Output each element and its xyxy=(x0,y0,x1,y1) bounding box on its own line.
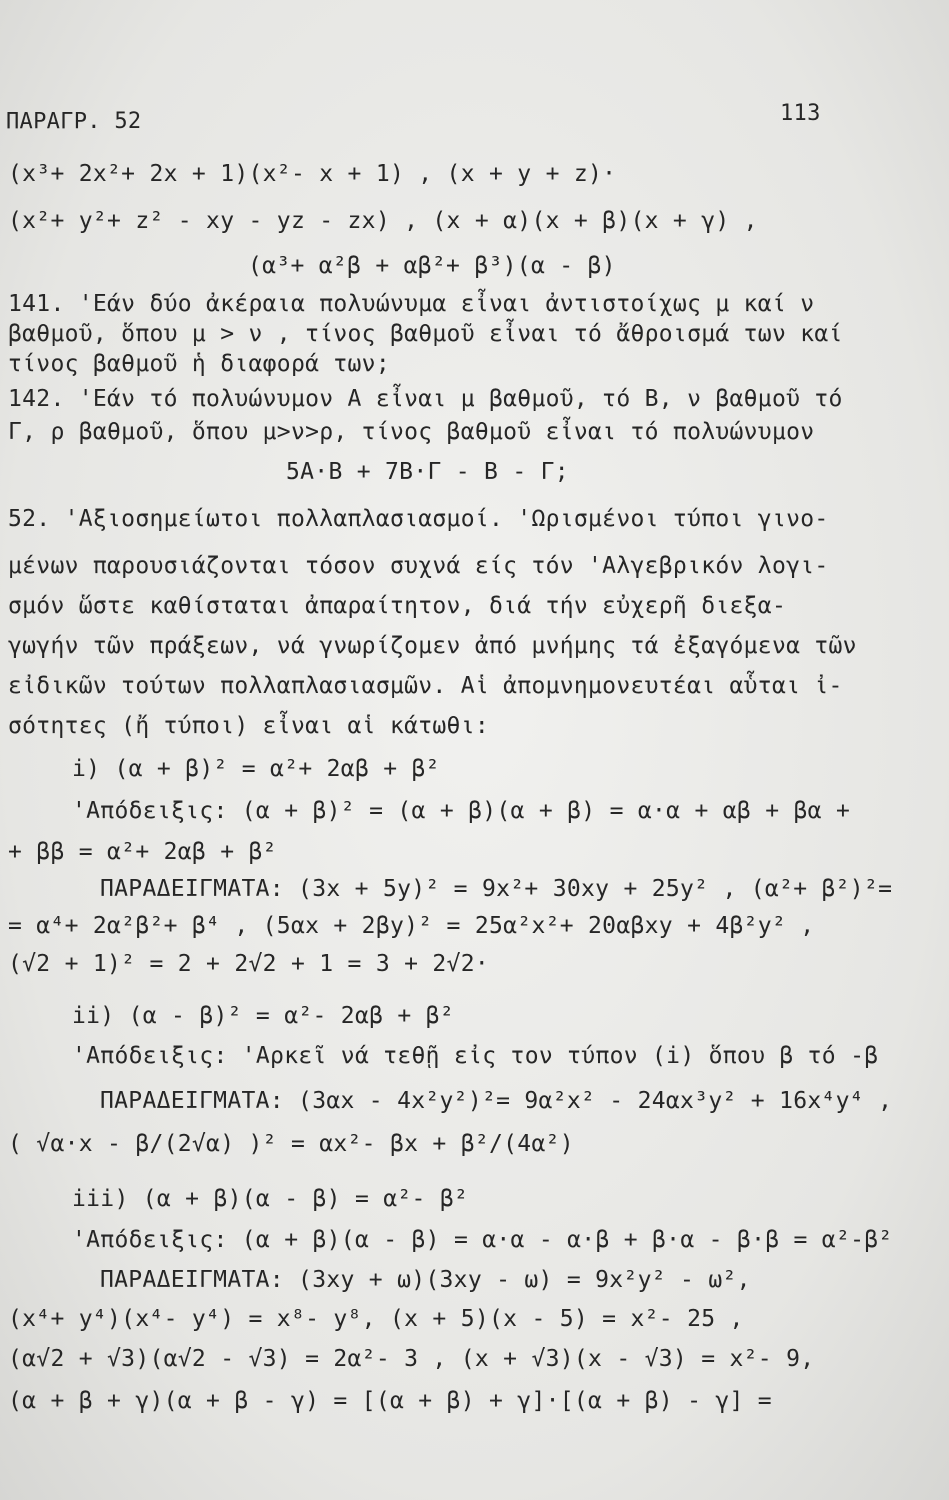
text-line: (α√2 + √3)(α√2 - √3) = 2α²- 3 , (x + √3)(x - √3) = x²- 9, xyxy=(8,1346,815,1372)
exercise-142: 142. 'Εάν τό πολυώνυμον Α εἶναι μ βαθμοῦ, τό Β, ν βαθμοῦ τό xyxy=(8,386,843,412)
text-line: ( √α·x - β/(2√α) )² = αx²- βx + β²/(4α²) xyxy=(8,1131,574,1157)
exercise-141: 141. 'Εάν δύο ἀκέραια πολυώνυμα εἶναι ἀντιστοίχως μ καί ν xyxy=(8,291,815,317)
examples-ii: ΠΑΡΑΔΕΙΓΜΑΤΑ: (3αx - 4x²y²)²= 9α²x² - 24αx³y² + 16x⁴y⁴ , xyxy=(100,1088,893,1114)
text-line: εἰδικῶν τούτων πολλαπλασιασμῶν. Αἱ ἀπομνημονευτέαι αὗται ἰ- xyxy=(8,673,843,699)
text-line: γωγήν τῶν πράξεων, νά γνωρίζομεν ἀπό μνήμης τά ἐξαγόμενα τῶν xyxy=(8,633,857,659)
proof-i: 'Απόδειξις: (α + β)² = (α + β)(α + β) = α·α + αβ + βα + xyxy=(72,798,851,824)
text-line: (α + β + γ)(α + β - γ) = [(α + β) + γ]·[(α + β) - γ] = xyxy=(8,1388,772,1414)
text-line: = α⁴+ 2α²β²+ β⁴ , (5αx + 2βy)² = 25α²x²+ 20αβxy + 4β²y² , xyxy=(8,913,815,939)
proof-iii: 'Απόδειξις: (α + β)(α - β) = α·α - α·β + β·α - β·β = α²-β² xyxy=(72,1227,893,1253)
text-line: βαθμοῦ, ὅπου μ > ν , τίνος βαθμοῦ εἶναι τό ἄθροισμά των καί xyxy=(8,321,843,347)
running-header: ΠΑΡΑΓΡ. 52 xyxy=(6,109,142,134)
text-line: (α³+ α²β + αβ²+ β³)(α - β) xyxy=(248,253,616,279)
text-line: (x³+ 2x²+ 2x + 1)(x²- x + 1) , (x + y + z)· xyxy=(8,161,617,187)
examples-iii: ΠΑΡΑΔΕΙΓΜΑΤΑ: (3xy + ω)(3xy - ω) = 9x²y² - ω², xyxy=(100,1267,751,1293)
text-line: Γ, ρ βαθμοῦ, ὅπου μ>ν>ρ, τίνος βαθμοῦ εἶναι τό πολυώνυμον xyxy=(8,419,815,445)
text-line: σότητες (ἤ τύποι) εἶναι αἱ κάτωθι: xyxy=(8,713,490,739)
text-line: τίνος βαθμοῦ ἡ διαφορά των; xyxy=(8,351,390,377)
text-line: (√2 + 1)² = 2 + 2√2 + 1 = 3 + 2√2· xyxy=(8,951,490,977)
formula-ii: ii) (α - β)² = α²- 2αβ + β² xyxy=(72,1003,454,1029)
page-number: 113 xyxy=(780,101,821,126)
text-line: μένων παρουσιάζονται τόσον συχνά είς τόν 'Αλγεβρικόν λογι- xyxy=(8,553,829,579)
text-line: (x²+ y²+ z² - xy - yz - zx) , (x + α)(x + β)(x + γ) , xyxy=(8,208,758,234)
text-line: 5Α·Β + 7Β·Γ - Β - Γ; xyxy=(286,459,569,485)
text-line: (x⁴+ y⁴)(x⁴- y⁴) = x⁸- y⁸, (x + 5)(x - 5) = x²- 25 , xyxy=(8,1306,744,1332)
section-heading: 52. 'Αξιοσημείωτοι πολλαπλασιασμοί. 'Ωρισμένοι τύποι γινο- xyxy=(8,506,829,532)
formula-i: i) (α + β)² = α²+ 2αβ + β² xyxy=(72,756,440,782)
examples-i: ΠΑΡΑΔΕΙΓΜΑΤΑ: (3x + 5y)² = 9x²+ 30xy + 25y² , (α²+ β²)²= xyxy=(100,876,893,902)
text-line: + ββ = α²+ 2αβ + β² xyxy=(8,839,277,865)
text-line: σμόν ὥστε καθίσταται ἀπαραίτητον, διά τήν εὐχερῆ διεξα- xyxy=(8,593,787,619)
formula-iii: iii) (α + β)(α - β) = α²- β² xyxy=(72,1186,469,1212)
proof-ii: 'Απόδειξις: 'Αρκεῖ νά τεθῇ εἰς τον τύπον (i) ὅπου β τό -β xyxy=(72,1043,879,1069)
